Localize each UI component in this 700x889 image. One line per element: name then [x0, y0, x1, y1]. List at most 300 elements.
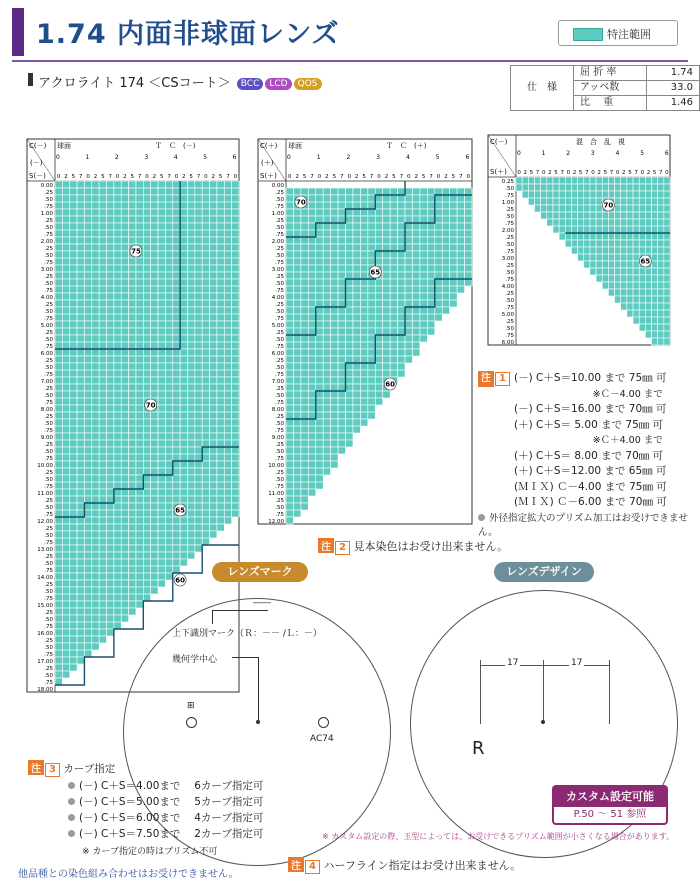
tc-minus-cell — [151, 566, 158, 573]
mix-cyl-label: 0 — [517, 150, 521, 157]
tc-plus-cell — [442, 272, 449, 279]
tc-plus-cell — [346, 412, 353, 419]
tc-minus-cell — [70, 181, 77, 188]
tc-plus-cell — [308, 412, 315, 419]
mix-row-label: 5.00 — [501, 312, 514, 318]
tc-minus-cell — [99, 426, 106, 433]
tc-minus-row-label: 8.00 — [40, 407, 53, 413]
tc-plus-cell — [286, 279, 293, 286]
tc-minus-cell — [55, 545, 62, 552]
tc-minus-cell — [99, 468, 106, 475]
tc-minus-cell — [84, 272, 91, 279]
tc-plus-cell — [442, 209, 449, 216]
tc-minus-cell — [136, 566, 143, 573]
mix-cell — [578, 198, 584, 205]
tc-plus-cell — [331, 440, 338, 447]
tc-minus-cell — [55, 559, 62, 566]
tc-minus-cell — [224, 405, 231, 412]
tc-plus-cell — [450, 223, 457, 230]
tc-plus-cell — [435, 307, 442, 314]
tc-minus-cell — [77, 370, 84, 377]
tc-plus-cell — [442, 244, 449, 251]
tc-minus-row-label: .75 — [44, 512, 53, 518]
mix-cell — [590, 226, 596, 233]
tc-minus-cell — [158, 370, 165, 377]
tc-minus-cell — [107, 181, 114, 188]
tc-minus-row-label: 4.00 — [40, 295, 53, 301]
tc-plus-cell — [308, 391, 315, 398]
tc-minus-cell — [62, 594, 69, 601]
tc-minus-cell — [180, 489, 187, 496]
tc-plus-cell — [353, 426, 360, 433]
tc-minus-cell — [129, 370, 136, 377]
mix-col-tick: 0 — [665, 170, 669, 176]
tc-minus-cell — [202, 300, 209, 307]
tc-minus-cell — [232, 370, 239, 377]
tc-plus-cell — [375, 279, 382, 286]
tc-minus-cell — [121, 594, 128, 601]
tc-plus-cell — [412, 279, 419, 286]
tc-minus-cell — [180, 314, 187, 321]
tc-plus-cell — [353, 272, 360, 279]
tc-minus-cell — [173, 342, 180, 349]
tc-minus-cell — [121, 356, 128, 363]
tc-minus-cell — [70, 419, 77, 426]
tc-minus-cell — [77, 237, 84, 244]
tc-plus-cell — [383, 321, 390, 328]
curve-item — [68, 810, 263, 826]
tc-minus-cell — [173, 244, 180, 251]
tc-minus-cell — [217, 335, 224, 342]
tc-minus-row-label: .50 — [44, 281, 53, 287]
tc-minus-cell — [165, 566, 172, 573]
tc-plus-cell — [346, 440, 353, 447]
tc-minus-cell — [202, 286, 209, 293]
tc-minus-cell — [180, 321, 187, 328]
tc-minus-cell — [77, 489, 84, 496]
tc-minus-cell — [55, 615, 62, 622]
mix-cell — [639, 275, 645, 282]
tc-minus-cell — [107, 307, 114, 314]
tc-plus-cell — [353, 405, 360, 412]
mix-cell — [584, 205, 590, 212]
tc-minus-cell — [224, 517, 231, 524]
mix-col-tick: 2 — [646, 170, 651, 176]
tc-minus-cell — [77, 181, 84, 188]
tc-minus-cell — [129, 461, 136, 468]
tc-minus-cell — [77, 209, 84, 216]
tc-minus-cell — [129, 202, 136, 209]
tc-minus-cell — [92, 566, 99, 573]
mix-cell — [639, 219, 645, 226]
tc-minus-cell — [99, 475, 106, 482]
tc-plus-cell — [427, 237, 434, 244]
tc-plus-cell — [308, 384, 315, 391]
tc-plus-cell — [331, 216, 338, 223]
tc-minus-cell — [114, 391, 121, 398]
tc-minus-cell — [173, 482, 180, 489]
tc-plus-cell — [316, 426, 323, 433]
tc-minus-cell — [224, 286, 231, 293]
tc-plus-cell — [346, 335, 353, 342]
note-label: 注 — [28, 760, 44, 775]
tc-plus-col-tick: 0 — [466, 174, 471, 180]
mix-cell — [658, 212, 664, 219]
note-1-lines — [514, 371, 667, 511]
tc-minus-cell — [121, 216, 128, 223]
mix-cell — [596, 177, 602, 184]
tc-minus-cell — [107, 559, 114, 566]
tc-minus-row-label: .25 — [44, 526, 53, 532]
tc-minus-col-tick: 5 — [101, 174, 105, 180]
mix-cell — [553, 184, 559, 191]
mix-row-label: .50 — [505, 186, 514, 192]
tc-plus-cell — [420, 258, 427, 265]
tc-plus-cell — [383, 251, 390, 258]
tc-minus-cell — [136, 328, 143, 335]
tc-minus-row-label: .75 — [44, 260, 53, 266]
tc-minus-cell — [187, 412, 194, 419]
tc-minus-cell — [62, 377, 69, 384]
tc-minus-cell — [210, 314, 217, 321]
tc-minus-cell — [136, 279, 143, 286]
tc-plus-cell — [412, 300, 419, 307]
tc-plus-cell — [308, 321, 315, 328]
tc-minus-cell — [180, 461, 187, 468]
left-mark-circle — [186, 717, 197, 728]
tc-minus-cell — [129, 223, 136, 230]
tc-minus-cell — [129, 398, 136, 405]
tc-minus-cell — [77, 657, 84, 664]
tc-plus-cell — [383, 356, 390, 363]
tc-minus-cell — [210, 405, 217, 412]
tc-minus-cell — [99, 265, 106, 272]
mix-cell — [639, 310, 645, 317]
mix-col-tick: 7 — [560, 170, 564, 176]
mix-cell — [658, 247, 664, 254]
tc-minus-cell — [107, 370, 114, 377]
tc-minus-cell — [62, 195, 69, 202]
mix-col-tick: 7 — [609, 170, 614, 176]
tc-minus-cell — [195, 223, 202, 230]
tc-plus-cell — [450, 286, 457, 293]
mix-cell — [639, 212, 645, 219]
mix-cell — [559, 212, 565, 219]
tc-plus-cell — [286, 237, 293, 244]
tc-minus-cell — [99, 447, 106, 454]
mix-cell — [645, 268, 651, 275]
tc-plus-cell — [412, 223, 419, 230]
tc-minus-cell — [62, 510, 69, 517]
tc-plus-cell — [360, 328, 367, 335]
mix-cell — [645, 198, 651, 205]
tc-plus-cell — [405, 314, 412, 321]
tc-plus-cell — [293, 440, 300, 447]
tc-minus-row-label: .50 — [44, 645, 53, 651]
tc-minus-cell — [121, 223, 128, 230]
tc-minus-cell — [70, 482, 77, 489]
tc-minus-cell — [143, 223, 150, 230]
footer-note: 他品種との染色組み合わせはお受けできません。 — [18, 869, 239, 880]
tc-minus-cell — [99, 195, 106, 202]
tc-minus-cell — [129, 216, 136, 223]
tc-minus-cell — [224, 489, 231, 496]
tc-minus-cell — [121, 475, 128, 482]
mix-col-tick: 2 — [572, 170, 577, 176]
tc-plus-row-label: .25 — [275, 274, 284, 280]
spec-key: 屈 折 率 — [574, 66, 647, 81]
note-3-items — [68, 778, 263, 842]
tc-plus-cell — [465, 258, 472, 265]
tc-minus-cell — [70, 328, 77, 335]
tc-minus-cell — [202, 510, 209, 517]
tc-plus-col-tick: 2 — [384, 174, 389, 180]
tc-plus-cell — [442, 195, 449, 202]
tc-minus-cell — [84, 328, 91, 335]
tc-plus-cell — [323, 426, 330, 433]
tc-plus-row-label: .25 — [275, 442, 284, 448]
tc-plus-cell — [323, 370, 330, 377]
tc-plus-cell — [316, 230, 323, 237]
tc-minus-cell — [62, 622, 69, 629]
tc-minus-cell — [195, 538, 202, 545]
tc-plus-cell — [331, 356, 338, 363]
mix-cell — [590, 184, 596, 191]
tc-minus-cell — [121, 573, 128, 580]
tc-plus-cell — [323, 398, 330, 405]
tc-minus-cell — [232, 349, 239, 356]
tc-minus-cell — [92, 552, 99, 559]
tc-plus-cell — [338, 328, 345, 335]
tc-plus-col-tick: 0 — [407, 174, 411, 180]
tc-plus-cell — [316, 251, 323, 258]
tc-minus-cell — [99, 573, 106, 580]
tc-minus-cell — [210, 454, 217, 461]
tc-minus-cell — [70, 524, 77, 531]
tc-minus-cell — [224, 349, 231, 356]
tc-minus-cell — [136, 433, 143, 440]
tc-minus-cell — [114, 314, 121, 321]
tc-minus-cell — [107, 552, 114, 559]
tc-plus-cell — [338, 433, 345, 440]
tc-minus-cell — [77, 503, 84, 510]
tc-minus-cell — [217, 440, 224, 447]
mix-row-label: .75 — [505, 333, 514, 339]
tc-minus-cell — [180, 545, 187, 552]
tc-minus-cell — [114, 349, 121, 356]
mix-cell — [534, 191, 540, 198]
tc-minus-cell — [99, 188, 106, 195]
tc-plus-cell — [390, 216, 397, 223]
tc-minus-cell — [143, 363, 150, 370]
tc-minus-row-label: 15.00 — [37, 603, 53, 609]
tc-plus-cell — [398, 216, 405, 223]
tc-minus-cell — [151, 538, 158, 545]
tc-plus-cell — [360, 419, 367, 426]
tc-minus-cell — [158, 475, 165, 482]
tc-minus-row-label: .25 — [44, 666, 53, 672]
tc-minus-cell — [129, 454, 136, 461]
tc-minus-cell — [143, 538, 150, 545]
tc-minus-cell — [107, 426, 114, 433]
tc-minus-cell — [173, 216, 180, 223]
tc-plus-cell — [316, 398, 323, 405]
mix-cell — [645, 226, 651, 233]
mix-cell — [658, 240, 664, 247]
tc-minus-cell — [129, 559, 136, 566]
tc-minus-cell — [151, 496, 158, 503]
tc-minus-cell — [202, 531, 209, 538]
note-2 — [318, 538, 508, 555]
tc-minus-cell — [151, 265, 158, 272]
tc-minus-cell — [210, 531, 217, 538]
tc-plus-cyl-label: 6 — [465, 154, 470, 161]
tc-minus-cell — [165, 223, 172, 230]
tc-minus-cell — [187, 188, 194, 195]
curve-item-text: (－) C＋S＝4.00まで 6カーブ指定可 — [79, 780, 264, 792]
tc-minus-cell — [92, 370, 99, 377]
tc-minus-cell — [158, 496, 165, 503]
tc-minus-cell — [180, 251, 187, 258]
tc-minus-cell — [232, 489, 239, 496]
tc-plus-col-tick: 2 — [414, 174, 418, 180]
note-label: 注 — [478, 371, 494, 387]
tc-minus-cell — [136, 398, 143, 405]
tc-minus-cell — [62, 216, 69, 223]
tc-minus-cell — [121, 559, 128, 566]
mix-cell — [658, 275, 664, 282]
tc-minus-cell — [202, 391, 209, 398]
tc-plus-cell — [383, 293, 390, 300]
mix-cell — [633, 275, 639, 282]
tc-minus-cell — [70, 363, 77, 370]
tc-plus-cell — [442, 279, 449, 286]
tc-minus-cell — [143, 237, 150, 244]
tc-plus-cell — [323, 286, 330, 293]
tc-minus-cell — [224, 272, 231, 279]
tc-minus-cell — [62, 419, 69, 426]
tc-plus-cell — [360, 349, 367, 356]
tc-plus-cell — [301, 363, 308, 370]
tc-minus-cell — [187, 433, 194, 440]
tc-plus-cell — [338, 307, 345, 314]
tc-plus-row-label: .25 — [275, 302, 284, 308]
tc-minus-cell — [77, 314, 84, 321]
mix-cell — [652, 296, 658, 303]
mix-cell — [608, 219, 614, 226]
tc-minus-cell — [121, 503, 128, 510]
tc-minus-cell — [114, 566, 121, 573]
tc-plus-cell — [293, 188, 300, 195]
mix-cell — [664, 275, 670, 282]
tc-minus-cell — [77, 349, 84, 356]
mix-cell — [645, 233, 651, 240]
tc-minus-cell — [224, 377, 231, 384]
tc-minus-cell — [99, 286, 106, 293]
tc-plus-cell — [331, 342, 338, 349]
tc-minus-cell — [99, 489, 106, 496]
tc-minus-cell — [92, 503, 99, 510]
mix-cell — [547, 212, 553, 219]
tc-minus-cell — [232, 321, 239, 328]
tc-minus-cell — [84, 454, 91, 461]
tc-minus-cell — [55, 517, 62, 524]
tc-plus-cell — [331, 321, 338, 328]
tc-minus-cell — [187, 419, 194, 426]
geometric-center-label: 幾何学中心 — [172, 655, 218, 665]
mix-row-label: .25 — [505, 291, 514, 297]
tc-plus-cell — [308, 370, 315, 377]
tc-minus-cell — [114, 202, 121, 209]
tc-minus-row-label: .50 — [44, 309, 53, 315]
mix-cell — [578, 191, 584, 198]
tc-minus-cell — [195, 216, 202, 223]
mix-cell — [633, 212, 639, 219]
tc-minus-cell — [121, 279, 128, 286]
tc-plus-cell — [286, 272, 293, 279]
tc-minus-cell — [180, 377, 187, 384]
tc-plus-cell — [323, 216, 330, 223]
tc-minus-cell — [107, 510, 114, 517]
tc-minus-cell — [173, 426, 180, 433]
tc-minus-cell — [217, 272, 224, 279]
curve-item-text: (－) C＋S＝6.00まで 4カーブ指定可 — [79, 812, 264, 824]
tc-minus-cell — [136, 202, 143, 209]
tc-minus-cell — [99, 258, 106, 265]
tc-minus-cell — [92, 454, 99, 461]
tc-minus-cell — [195, 272, 202, 279]
tc-minus-cell — [187, 510, 194, 517]
tc-plus-cell — [375, 230, 382, 237]
tc-plus-row-label: .50 — [275, 197, 284, 203]
tc-minus-cell — [62, 272, 69, 279]
tc-plus-cell — [286, 300, 293, 307]
tc-minus-cell — [84, 188, 91, 195]
tc-minus-cell — [217, 503, 224, 510]
mix-cell — [627, 219, 633, 226]
tc-minus-cell — [55, 489, 62, 496]
tc-plus-cell — [457, 279, 464, 286]
tc-plus-cell — [308, 230, 315, 237]
tc-minus-cell — [195, 251, 202, 258]
tc-minus-cell — [62, 636, 69, 643]
tc-minus-cell — [107, 314, 114, 321]
tc-minus-cell — [114, 447, 121, 454]
tc-plus-cell — [390, 209, 397, 216]
tc-minus-cell — [202, 461, 209, 468]
tc-minus-cell — [92, 349, 99, 356]
tc-plus-cell — [323, 258, 330, 265]
tc-plus-cell — [331, 419, 338, 426]
tc-minus-cell — [84, 384, 91, 391]
tc-minus-cell — [151, 391, 158, 398]
tc-minus-cell — [70, 195, 77, 202]
tc-minus-cell — [77, 636, 84, 643]
tc-minus-cell — [92, 272, 99, 279]
tc-minus-cell — [62, 503, 69, 510]
tc-plus-cell — [338, 447, 345, 454]
tc-plus-cell — [390, 293, 397, 300]
tc-plus-cell — [353, 244, 360, 251]
tc-minus-cell — [92, 181, 99, 188]
tc-plus-cell — [308, 405, 315, 412]
tc-minus-cell — [165, 391, 172, 398]
mix-col-tick: 0 — [591, 170, 595, 176]
tc-minus-cell — [165, 265, 172, 272]
tc-minus-cell — [217, 461, 224, 468]
tc-plus-cell — [301, 258, 308, 265]
tc-plus-cell — [368, 412, 375, 419]
